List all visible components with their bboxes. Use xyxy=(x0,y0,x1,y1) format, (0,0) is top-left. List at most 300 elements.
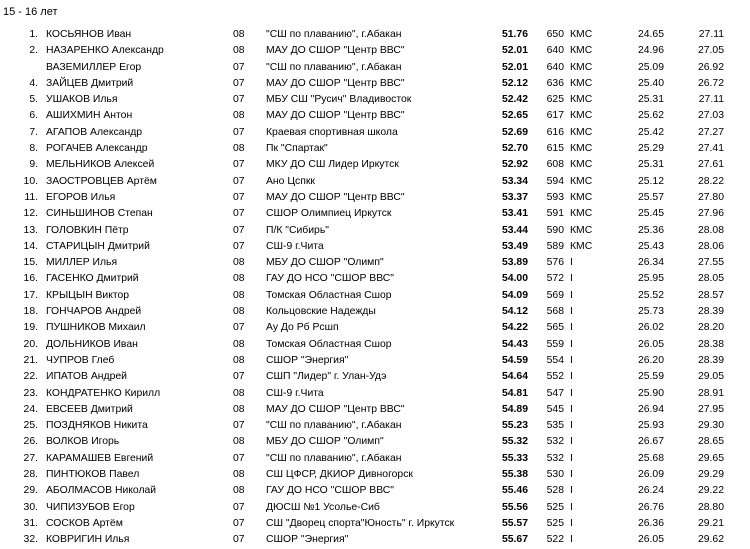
table-row xyxy=(0,320,750,336)
split-50m: 26.05 xyxy=(637,338,664,350)
final-time: 53.34 xyxy=(474,174,528,190)
sport-rank: I xyxy=(570,501,573,513)
final-time: 54.64 xyxy=(474,369,528,385)
points: 593 xyxy=(546,191,564,203)
birth-year: 07 xyxy=(233,452,245,464)
athlete-name: ЗАЙЦЕВ Дмитрий xyxy=(46,77,134,89)
age-group-heading: 15 - 16 лет xyxy=(3,6,58,18)
athlete-name: ПОЗДНЯКОВ Никита xyxy=(46,420,148,432)
points: 591 xyxy=(546,208,564,220)
club-name: Пк "Спартак" xyxy=(266,143,328,155)
points: 650 xyxy=(546,29,564,40)
athlete-name: ЕВСЕЕВ Дмитрий xyxy=(46,403,133,415)
points: 617 xyxy=(546,110,564,122)
final-time: 53.37 xyxy=(474,190,528,206)
sport-rank: КМС xyxy=(570,61,593,73)
birth-year: 08 xyxy=(233,289,245,301)
sport-rank: I xyxy=(570,469,573,481)
points: 530 xyxy=(546,469,564,481)
birth-year: 08 xyxy=(233,387,245,399)
club-name: СШ-9 г.Чита xyxy=(266,240,324,252)
split-100m: 28.57 xyxy=(697,289,724,301)
sport-rank: I xyxy=(570,436,573,448)
final-time: 54.00 xyxy=(474,271,528,287)
club-name: СШОР "Энергия" xyxy=(266,354,349,366)
athlete-name: АШИХМИН Антон xyxy=(46,110,133,122)
sport-rank: КМС xyxy=(570,110,593,122)
points: 640 xyxy=(546,61,564,73)
athlete-name: КОНДРАТЕНКО Кирилл xyxy=(46,387,161,399)
final-time: 55.57 xyxy=(474,516,528,532)
split-50m: 26.09 xyxy=(637,469,664,481)
table-row xyxy=(0,223,750,239)
place-cell: 6. xyxy=(29,110,38,122)
place-cell: 19. xyxy=(23,322,38,334)
split-100m: 28.80 xyxy=(697,501,724,513)
split-100m: 27.80 xyxy=(697,191,724,203)
birth-year: 07 xyxy=(233,501,245,513)
split-100m: 28.39 xyxy=(697,306,724,318)
split-100m: 29.30 xyxy=(697,420,724,432)
table-row xyxy=(0,353,750,369)
split-50m: 26.24 xyxy=(637,485,664,497)
club-name: ДЮСШ №1 Усолье-Сиб xyxy=(266,501,380,513)
split-100m: 27.03 xyxy=(697,110,724,122)
final-time: 54.81 xyxy=(474,386,528,402)
sport-rank: КМС xyxy=(570,29,593,40)
athlete-name: ГОЛОВКИН Пётр xyxy=(46,224,129,236)
final-time: 54.89 xyxy=(474,402,528,418)
sport-rank: I xyxy=(570,485,573,497)
birth-year: 07 xyxy=(233,191,245,203)
points: 568 xyxy=(546,306,564,318)
table-row xyxy=(0,516,750,532)
points: 545 xyxy=(546,403,564,415)
place-cell: 21. xyxy=(23,354,38,366)
club-name: "СШ по плаванию", г.Абакан xyxy=(266,420,402,432)
place-cell: 2. xyxy=(29,45,38,57)
table-row xyxy=(0,157,750,173)
split-100m: 27.41 xyxy=(697,143,724,155)
sport-rank: КМС xyxy=(570,159,593,171)
sport-rank: I xyxy=(570,273,573,285)
club-name: СШП "Лидер" г. Улан-Удэ xyxy=(266,371,387,383)
split-100m: 27.11 xyxy=(698,94,724,106)
final-time: 53.41 xyxy=(474,206,528,222)
split-50m: 26.36 xyxy=(637,517,664,529)
sport-rank: I xyxy=(570,387,573,399)
club-name: "СШ по плаванию", г.Абакан xyxy=(266,61,402,73)
table-row xyxy=(0,483,750,499)
birth-year: 07 xyxy=(233,371,245,383)
club-name: Краевая спортивная школа xyxy=(266,126,398,138)
split-50m: 25.59 xyxy=(637,371,664,383)
table-row xyxy=(0,304,750,320)
sport-rank: КМС xyxy=(570,208,593,220)
birth-year: 08 xyxy=(233,485,245,497)
split-50m: 25.36 xyxy=(637,224,664,236)
sport-rank: I xyxy=(570,403,573,415)
place-cell: 23. xyxy=(23,387,38,399)
place-cell: 22. xyxy=(23,371,38,383)
table-row xyxy=(0,190,750,206)
birth-year: 08 xyxy=(233,110,245,122)
sport-rank: КМС xyxy=(570,175,593,187)
split-50m: 25.57 xyxy=(637,191,664,203)
club-name: "СШ по плаванию", г.Абакан xyxy=(266,29,402,40)
table-row xyxy=(0,43,750,59)
birth-year: 07 xyxy=(233,126,245,138)
points: 576 xyxy=(546,257,564,269)
place-cell: 30. xyxy=(23,501,38,513)
split-50m: 25.68 xyxy=(637,452,664,464)
athlete-name: КРЫЦЫН Виктор xyxy=(46,289,130,301)
place-cell: 29. xyxy=(23,485,38,497)
birth-year: 07 xyxy=(233,322,245,334)
place-cell: 1. xyxy=(29,29,38,40)
club-name: МАУ ДО СШОР "Центр ВВС" xyxy=(266,191,405,203)
athlete-name: ЧИПИЗУБОВ Егор xyxy=(46,501,135,513)
split-100m: 27.95 xyxy=(697,403,724,415)
table-row xyxy=(0,532,750,548)
table-row xyxy=(0,434,750,450)
sport-rank: I xyxy=(570,452,573,464)
split-100m: 28.08 xyxy=(697,224,724,236)
split-50m: 25.90 xyxy=(637,387,664,399)
split-50m: 25.42 xyxy=(637,126,664,138)
athlete-name: СОСКОВ Артём xyxy=(46,517,123,529)
results-table xyxy=(0,27,750,549)
final-time: 54.22 xyxy=(474,320,528,336)
athlete-name: ПИНТЮКОВ Павел xyxy=(46,469,140,481)
club-name: МАУ ДО СШОР "Центр ВВС" xyxy=(266,77,405,89)
table-row xyxy=(0,141,750,157)
athlete-name: НАЗАРЕНКО Александр xyxy=(46,45,164,57)
athlete-name: ИПАТОВ Андрей xyxy=(46,371,127,383)
place-cell: 4. xyxy=(29,77,38,89)
final-time: 53.44 xyxy=(474,223,528,239)
place-cell: 11. xyxy=(24,191,38,203)
club-name: МАУ ДО СШОР "Центр ВВС" xyxy=(266,403,405,415)
athlete-name: ЧУПРОВ Глеб xyxy=(46,354,115,366)
points: 608 xyxy=(546,159,564,171)
place-cell: 13. xyxy=(23,224,38,236)
points: 569 xyxy=(546,289,564,301)
athlete-name: МЕЛЬНИКОВ Алексей xyxy=(46,159,155,171)
points: 589 xyxy=(546,240,564,252)
table-row xyxy=(0,271,750,287)
table-row xyxy=(0,402,750,418)
split-50m: 24.65 xyxy=(637,29,664,40)
points: 525 xyxy=(546,517,564,529)
split-100m: 29.29 xyxy=(697,469,724,481)
final-time: 53.49 xyxy=(474,239,528,255)
athlete-name: СТАРИЦЫН Дмитрий xyxy=(46,240,150,252)
points: 616 xyxy=(546,126,564,138)
table-row xyxy=(0,60,750,76)
final-time: 52.12 xyxy=(474,76,528,92)
sport-rank: КМС xyxy=(570,94,593,106)
table-row xyxy=(0,206,750,222)
table-row xyxy=(0,27,750,43)
club-name: "СШ по плаванию", г.Абакан xyxy=(266,452,402,464)
sport-rank: I xyxy=(570,354,573,366)
place-cell: 20. xyxy=(23,338,38,350)
split-50m: 25.31 xyxy=(637,159,664,171)
athlete-name: КАРАМАШЕВ Евгений xyxy=(46,452,154,464)
table-row xyxy=(0,451,750,467)
table-row xyxy=(0,76,750,92)
place-cell: 25. xyxy=(23,420,38,432)
athlete-name: УШАКОВ Илья xyxy=(46,94,118,106)
athlete-name: СИНЬШИНОВ Степан xyxy=(46,208,153,220)
final-time: 55.67 xyxy=(474,532,528,548)
place-cell: 7. xyxy=(29,126,38,138)
final-time: 51.76 xyxy=(474,27,528,43)
final-time: 55.38 xyxy=(474,467,528,483)
split-100m: 27.61 xyxy=(697,159,724,171)
club-name: Томская Областная Сшор xyxy=(266,289,392,301)
points: 625 xyxy=(546,94,564,106)
split-100m: 27.55 xyxy=(697,257,724,269)
sport-rank: КМС xyxy=(570,45,593,57)
birth-year: 07 xyxy=(233,240,245,252)
birth-year: 08 xyxy=(233,403,245,415)
split-100m: 27.27 xyxy=(697,126,724,138)
table-row xyxy=(0,288,750,304)
split-100m: 27.96 xyxy=(697,208,724,220)
sport-rank: I xyxy=(570,289,573,301)
place-cell: 10. xyxy=(23,175,38,187)
table-row xyxy=(0,92,750,108)
split-100m: 29.21 xyxy=(697,517,724,529)
sport-rank: I xyxy=(570,306,573,318)
sport-rank: I xyxy=(570,257,573,269)
split-50m: 26.20 xyxy=(637,354,664,366)
club-name: МБУ ДО СШОР "Олимп" xyxy=(266,257,384,269)
split-50m: 25.93 xyxy=(637,420,664,432)
birth-year: 08 xyxy=(233,257,245,269)
club-name: МБУ ДО СШОР "Олимп" xyxy=(266,436,384,448)
place-cell: 17. xyxy=(23,289,38,301)
points: 522 xyxy=(546,534,564,546)
table-row xyxy=(0,255,750,271)
birth-year: 07 xyxy=(233,517,245,529)
place-cell: 26. xyxy=(23,436,38,448)
birth-year: 08 xyxy=(233,436,245,448)
athlete-name: ЕГОРОВ Илья xyxy=(46,191,116,203)
birth-year: 08 xyxy=(233,143,245,155)
split-50m: 25.73 xyxy=(637,306,664,318)
place-cell: 14. xyxy=(23,240,38,252)
club-name: МАУ ДО СШОР "Центр ВВС" xyxy=(266,110,405,122)
club-name: СШ-9 г.Чита xyxy=(266,387,324,399)
points: 559 xyxy=(546,338,564,350)
athlete-name: КОВРИГИН Илья xyxy=(46,534,130,546)
split-50m: 25.52 xyxy=(637,289,664,301)
birth-year: 07 xyxy=(233,224,245,236)
athlete-name: МИЛЛЕР Илья xyxy=(46,257,118,269)
athlete-name: АГАПОВ Александр xyxy=(46,126,143,138)
birth-year: 07 xyxy=(233,420,245,432)
table-row xyxy=(0,337,750,353)
place-cell: 32. xyxy=(23,534,38,546)
club-name: МАУ ДО СШОР "Центр ВВС" xyxy=(266,45,405,57)
club-name: МКУ ДО СШ Лидер Иркутск xyxy=(266,159,399,171)
birth-year: 07 xyxy=(233,61,245,73)
split-100m: 28.39 xyxy=(697,354,724,366)
sport-rank: КМС xyxy=(570,224,593,236)
points: 594 xyxy=(546,175,564,187)
split-50m: 26.34 xyxy=(637,257,664,269)
final-time: 52.70 xyxy=(474,141,528,157)
points: 532 xyxy=(546,436,564,448)
athlete-name: ГОНЧАРОВ Андрей xyxy=(46,306,142,318)
final-time: 54.59 xyxy=(474,353,528,369)
split-100m: 29.22 xyxy=(697,485,724,497)
place-cell: 28. xyxy=(23,469,38,481)
birth-year: 08 xyxy=(233,306,245,318)
split-50m: 25.43 xyxy=(637,240,664,252)
athlete-name: АБОЛМАСОВ Николай xyxy=(46,485,157,497)
birth-year: 07 xyxy=(233,208,245,220)
split-50m: 26.67 xyxy=(637,436,664,448)
points: 528 xyxy=(546,485,564,497)
split-100m: 27.05 xyxy=(697,45,724,57)
club-name: Томская Областная Сшор xyxy=(266,338,392,350)
place-cell: 12. xyxy=(23,208,38,220)
birth-year: 08 xyxy=(233,29,245,40)
split-50m: 25.29 xyxy=(637,143,664,155)
split-50m: 25.95 xyxy=(637,273,664,285)
split-50m: 26.02 xyxy=(637,322,664,334)
athlete-name: ПУШНИКОВ Михаил xyxy=(46,322,146,334)
final-time: 54.12 xyxy=(474,304,528,320)
final-time: 54.09 xyxy=(474,288,528,304)
athlete-name: ЗАОСТРОВЦЕВ Артём xyxy=(46,175,157,187)
points: 547 xyxy=(546,387,564,399)
split-50m: 25.40 xyxy=(637,77,664,89)
sport-rank: КМС xyxy=(570,77,593,89)
points: 636 xyxy=(546,77,564,89)
final-time: 54.43 xyxy=(474,337,528,353)
points: 525 xyxy=(546,501,564,513)
split-100m: 27.11 xyxy=(698,29,724,40)
final-time: 55.32 xyxy=(474,434,528,450)
split-100m: 28.65 xyxy=(697,436,724,448)
points: 552 xyxy=(546,371,564,383)
split-100m: 29.62 xyxy=(697,534,724,546)
points: 554 xyxy=(546,354,564,366)
split-100m: 28.20 xyxy=(697,322,724,334)
split-50m: 25.09 xyxy=(637,61,664,73)
birth-year: 07 xyxy=(233,94,245,106)
sport-rank: I xyxy=(570,322,573,334)
points: 615 xyxy=(546,143,564,155)
final-time: 52.65 xyxy=(474,108,528,124)
final-time: 52.01 xyxy=(474,43,528,59)
split-50m: 26.76 xyxy=(637,501,664,513)
club-name: Ано Цспкк xyxy=(266,175,315,187)
place-cell: 18. xyxy=(23,306,38,318)
athlete-name: ГАСЕНКО Дмитрий xyxy=(46,273,139,285)
split-100m: 26.72 xyxy=(697,77,724,89)
athlete-name: РОГАЧЕВ Александр xyxy=(46,143,148,155)
points: 590 xyxy=(546,224,564,236)
final-time: 55.23 xyxy=(474,418,528,434)
final-time: 52.92 xyxy=(474,157,528,173)
place-cell: 16. xyxy=(23,273,38,285)
sport-rank: КМС xyxy=(570,143,593,155)
table-row xyxy=(0,418,750,434)
split-100m: 26.92 xyxy=(697,61,724,73)
birth-year: 07 xyxy=(233,77,245,89)
place-cell: 27. xyxy=(23,452,38,464)
club-name: СШ "Дворец спорта"Юность" г. Иркутск xyxy=(266,517,455,529)
athlete-name: ДОЛЬНИКОВ Иван xyxy=(46,338,138,350)
birth-year: 08 xyxy=(233,469,245,481)
place-cell: 8. xyxy=(29,143,38,155)
split-50m: 24.96 xyxy=(637,45,664,57)
points: 640 xyxy=(546,45,564,57)
points: 532 xyxy=(546,452,564,464)
birth-year: 08 xyxy=(233,338,245,350)
birth-year: 08 xyxy=(233,273,245,285)
table-row xyxy=(0,125,750,141)
split-100m: 28.06 xyxy=(697,240,724,252)
points: 572 xyxy=(546,273,564,285)
birth-year: 07 xyxy=(233,175,245,187)
split-100m: 28.22 xyxy=(697,175,724,187)
points: 565 xyxy=(546,322,564,334)
sport-rank: КМС xyxy=(570,191,593,203)
split-50m: 25.12 xyxy=(637,175,664,187)
birth-year: 08 xyxy=(233,354,245,366)
table-row xyxy=(0,386,750,402)
sport-rank: I xyxy=(570,534,573,546)
final-time: 52.01 xyxy=(474,60,528,76)
final-time: 53.89 xyxy=(474,255,528,271)
split-50m: 26.94 xyxy=(637,403,664,415)
birth-year: 07 xyxy=(233,534,245,546)
athlete-name: ВОЛКОВ Игорь xyxy=(46,436,120,448)
sport-rank: КМС xyxy=(570,240,593,252)
birth-year: 07 xyxy=(233,159,245,171)
club-name: П/К "Сибирь" xyxy=(266,224,329,236)
table-row xyxy=(0,369,750,385)
split-50m: 25.62 xyxy=(637,110,664,122)
club-name: МБУ СШ "Русич" Владивосток xyxy=(266,94,412,106)
final-time: 52.42 xyxy=(474,92,528,108)
athlete-name: КОСЬЯНОВ Иван xyxy=(46,29,132,40)
sport-rank: I xyxy=(570,420,573,432)
table-row xyxy=(0,174,750,190)
club-name: ГАУ ДО НСО "СШОР ВВС" xyxy=(266,485,394,497)
split-100m: 29.05 xyxy=(697,371,724,383)
table-row xyxy=(0,239,750,255)
table-row xyxy=(0,467,750,483)
split-100m: 28.38 xyxy=(697,338,724,350)
table-row xyxy=(0,108,750,124)
final-time: 55.46 xyxy=(474,483,528,499)
split-50m: 25.31 xyxy=(637,94,664,106)
split-100m: 28.05 xyxy=(697,273,724,285)
final-time: 55.56 xyxy=(474,500,528,516)
split-100m: 28.91 xyxy=(697,387,724,399)
place-cell: 15. xyxy=(23,257,38,269)
place-cell: 5. xyxy=(29,94,38,106)
club-name: СШОР "Энергия" xyxy=(266,534,349,546)
